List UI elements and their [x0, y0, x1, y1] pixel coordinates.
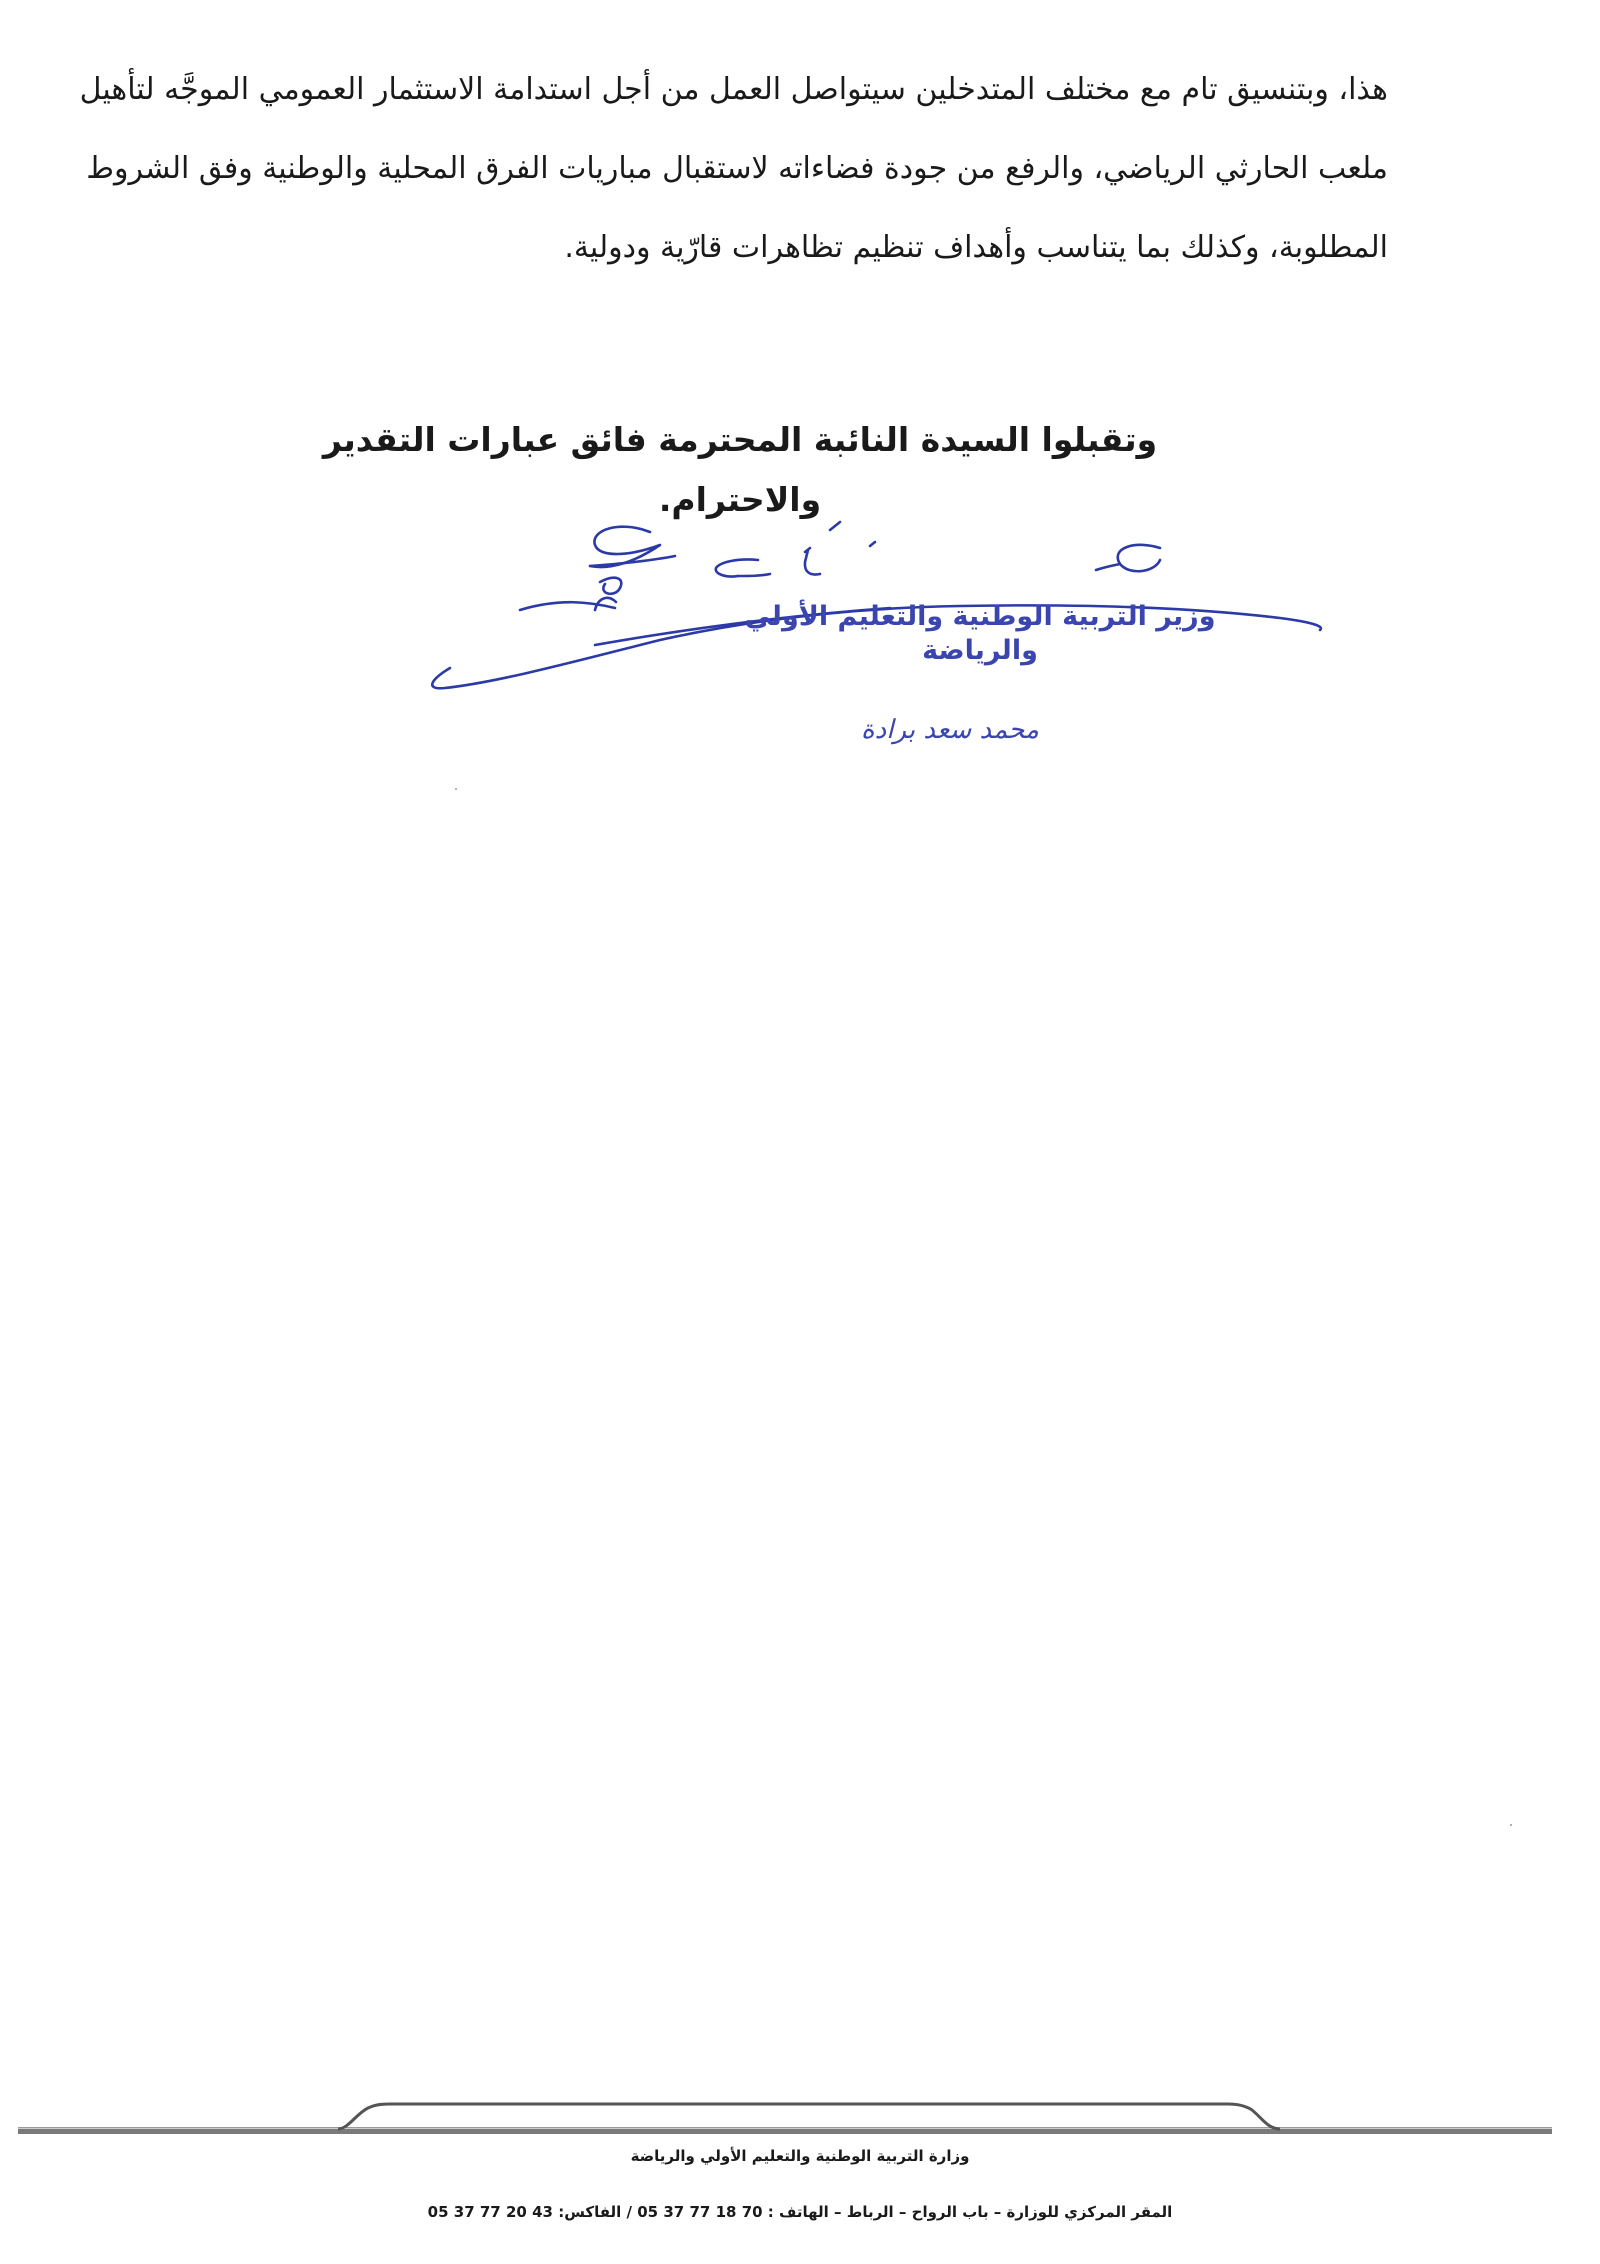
paragraph-line: ملعب الحارثي الرياضي، والرفع من جودة فضاءاته لاستقبال مباريات الفرق المحلية والوطنية وفق الشروط: [86, 151, 1388, 186]
signatory-name: محمد سعد برادة: [861, 715, 1039, 745]
stamp-line: والرياضة: [922, 635, 1038, 666]
footer-ministry-name: وزارة التربية الوطنية والتعليم الأولي والرياضة: [630, 2147, 970, 2165]
official-stamp: [620, 600, 1340, 668]
paragraph-line: المطلوبة، وكذلك بما يتناسب وأهداف تنظيم تظاهرات قارّية ودولية.: [564, 230, 1388, 265]
scan-speck: [455, 788, 457, 790]
letter-paragraph: [79, 50, 1388, 287]
signature-block: [420, 490, 1340, 790]
closing-salutation: وتقبلوا السيدة النائبة المحترمة فائق عبارات التقدير والاحترام.: [322, 420, 1158, 519]
stamp-line: وزير التربية الوطنية والتعليم الأولي: [744, 601, 1216, 632]
paragraph-line: هذا، وبتنسيق تام مع مختلف المتدخلين سيتواصل العمل من أجل استدامة الاستثمار العمومي الموجَّه لتأهيل: [79, 72, 1388, 107]
footer-address-contact: المقر المركزي للوزارة – باب الرواح – الرباط – الهاتف : 70 18 77 37 05 / الفاكس: 43 20 77 37 05: [427, 2203, 1173, 2221]
footer-divider: [18, 2100, 1552, 2140]
scan-speck: [1510, 1824, 1512, 1826]
